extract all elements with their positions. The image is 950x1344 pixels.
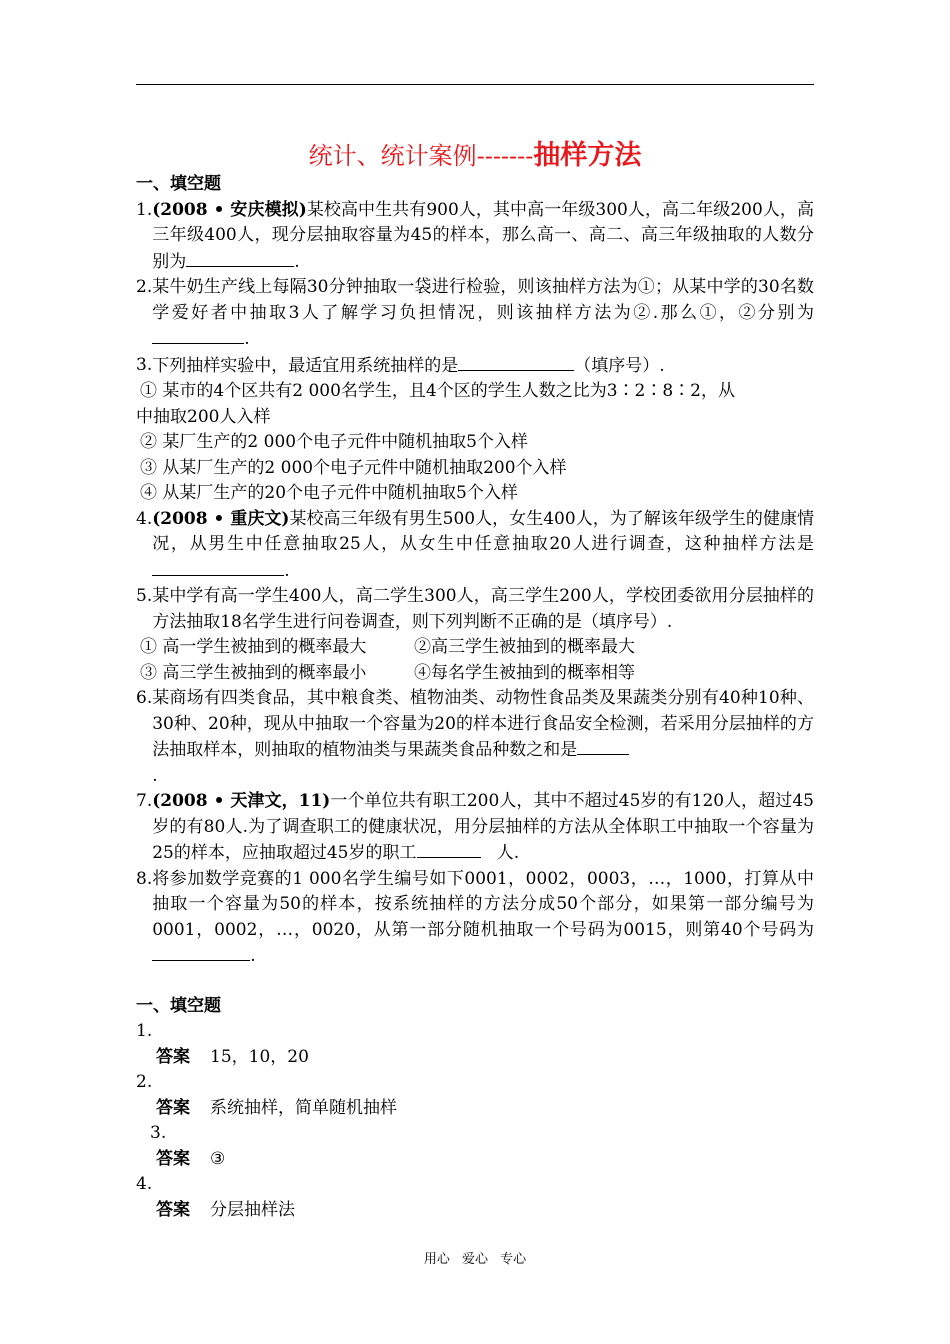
question-6: 6. 某商场有四类食品，其中粮食类、植物油类、动物性食品类及果蔬类分别有40种10种、30种、20种，现从中抽取一个容量为20的样本进行食品安全检测，若采用分层抽样的方法抽取样本，则抽取的植物油类与果蔬类食品种数之和是 .: [136, 686, 814, 789]
question-5: [136, 584, 814, 635]
question-1: 1. (2008 • 安庆模拟)某校高中生共有900人，其中高一年级300人，高二年级200人，高三年级400人，现分层抽取容量为45的样本，那么高一、高二、高三年级抽取的人数分别为 .: [136, 198, 814, 276]
answer-blank: [417, 840, 481, 858]
answer-label: 答案: [156, 1148, 190, 1169]
answer-number: 2.: [136, 1072, 153, 1092]
page-footer: 用心 爱心 专心: [423, 1252, 527, 1267]
answer-row: [136, 1147, 814, 1173]
question-number: 3.: [136, 354, 153, 375]
question-text: 某中学有高一学生400人，高二学生300人，高三学生200人，学校团委欲用分层抽样的方法抽取18名学生进行问卷调查，则下列判断不正确的是（填序号）.: [152, 586, 814, 632]
answer-blank: [152, 943, 250, 961]
answer-blank: [577, 737, 629, 755]
question-number: 2.: [136, 277, 153, 297]
option-4: ④每名学生被抽到的概率相等: [414, 662, 635, 683]
page-title: [0, 133, 950, 172]
answer-row: [136, 1045, 814, 1071]
answer-value: 分层抽样法: [210, 1199, 295, 1220]
option-4: ④ 从某厂生产的20个电子元件中随机抽取5个入样: [140, 483, 518, 503]
option-1: ① 某市的4个区共有2 000名学生，且4个区的学生人数之比为3∶2∶8∶2，从: [140, 381, 735, 401]
title-normal: 统计、统计案例-------: [308, 142, 534, 170]
answer-row: [136, 1198, 814, 1224]
document-body: [136, 172, 814, 1223]
answer-blank: [186, 249, 294, 267]
option-3: ③ 高三学生被抽到的概率最小: [140, 662, 367, 683]
question-number: 6.: [136, 688, 153, 708]
answer-value: 系统抽样，简单随机抽样: [210, 1097, 397, 1118]
question-number: 7.: [136, 791, 153, 811]
option-row-1: [140, 635, 814, 661]
answer-label: 答案: [156, 1199, 190, 1220]
question-3: 3. 下列抽样实验中，最适宜用系统抽样的是 （填序号）.: [136, 353, 814, 380]
question-text: 一个单位共有职工200人，其中不超过45岁的有120人，超过45岁的有80人.为了调查职工的健康状况，用分层抽样的方法从全体职工中抽取一个容量为25的样本，应抽取超过45岁的职工: [152, 791, 814, 863]
question-source: (2008 • 安庆模拟): [152, 199, 307, 220]
question-number: 4.: [136, 508, 153, 529]
title-bold: 抽样方法: [533, 140, 642, 171]
question-text: 某校高三年级有男生500人，女生400人，为了解该年级学生的健康情况，从男生中任意抽取25人，从女生中任意抽取20人进行调查，这种抽样方法是: [152, 508, 814, 554]
answer-label: 答案: [156, 1097, 190, 1118]
answer-row: [136, 1096, 814, 1122]
question-source: (2008 • 天津文，11): [152, 791, 331, 811]
question-text: 某校高中生共有900人，其中高一年级300人，高二年级200人，高三年级400人，现分层抽取容量为45的样本，那么高一、高二、高三年级抽取的人数分别为: [152, 199, 814, 272]
question-text: 某商场有四类食品，其中粮食类、植物油类、动物性食品类及果蔬类分别有40种10种、30种、20种，现从中抽取一个容量为20的样本进行食品安全检测，若采用分层抽样的方法抽取样本，则抽取的植物油类与果蔬类食品种数之和是: [152, 688, 814, 760]
section-heading: 一、填空题: [136, 174, 221, 194]
option-row-2: [140, 661, 814, 687]
option-2: ②高三学生被抽到的概率最大: [414, 637, 635, 657]
option-3: ③ 从某厂生产的2 000个电子元件中随机抽取200个入样: [140, 457, 567, 478]
question-4: 4. (2008 • 重庆文)某校高三年级有男生500人，女生400人，为了解该年级学生的健康情况，从男生中任意抽取25人，从女生中任意抽取20人进行调查，这种抽样方法是.: [136, 507, 814, 585]
question-2: 2. 某牛奶生产线上每隔30分钟抽取一袋进行检验，则该抽样方法为①；从某中学的30名数学爱好者中抽取3人了解学习负担情况，则该抽样方法为②.那么①，②分别为.: [136, 275, 814, 353]
option-1: ① 高一学生被抽到的概率最大: [140, 637, 367, 657]
question-text: 将参加数学竞赛的1 000名学生编号如下0001，0002，0003，…，1000，打算从中抽取一个容量为50的样本，按系统抽样的方法分成50个部分，如果第一部分编号为0001，0002，…，0020，从第一部分随机抽取一个号码为0015，则第40个号码为: [152, 868, 814, 940]
answer-blank: [152, 326, 244, 344]
answer-label: 答案: [156, 1046, 190, 1067]
answer-blank: [458, 353, 574, 371]
question-8: 8. 将参加数学竞赛的1 000名学生编号如下0001，0002，0003，…，1000，打算从中抽取一个容量为50的样本，按系统抽样的方法分成50个部分，如果第一部分编号为0001，0002，…，0020，从第一部分随机抽取一个号码为0015，则第40个号码为.: [136, 867, 814, 970]
question-text: 下列抽样实验中，最适宜用系统抽样的是: [152, 355, 459, 376]
answer-value: 15，10，20: [210, 1046, 309, 1067]
question-number: 1.: [136, 199, 153, 220]
header-rule: [136, 84, 814, 85]
question-text: 某牛奶生产线上每隔30分钟抽取一袋进行检验，则该抽样方法为①；从某中学的30名数学爱好者中抽取3人了解学习负担情况，则该抽样方法为②.那么①，②分别为: [152, 277, 814, 323]
option-1-continued: 中抽取200人入样: [136, 406, 271, 427]
option-2: ② 某厂生产的2 000个电子元件中随机抽取5个入样: [140, 432, 528, 452]
answer-number: 1.: [136, 1021, 153, 1041]
answer-value: ③: [210, 1148, 226, 1169]
answer-number: 3.: [150, 1123, 167, 1143]
question-source: (2008 • 重庆文): [152, 508, 290, 529]
question-number: 8.: [136, 868, 153, 889]
question-7: 7. (2008 • 天津文，11)一个单位共有职工200人，其中不超过45岁的有120人，超过45岁的有80人.为了调查职工的健康状况，用分层抽样的方法从全体职工中抽取一个容量为25的样本，应抽取超过45岁的职工 人.: [136, 789, 814, 867]
answer-blank: [152, 558, 284, 576]
answer-section-heading: 一、填空题: [136, 995, 221, 1016]
question-number: 5.: [136, 586, 153, 606]
answer-number: 4.: [136, 1174, 153, 1194]
